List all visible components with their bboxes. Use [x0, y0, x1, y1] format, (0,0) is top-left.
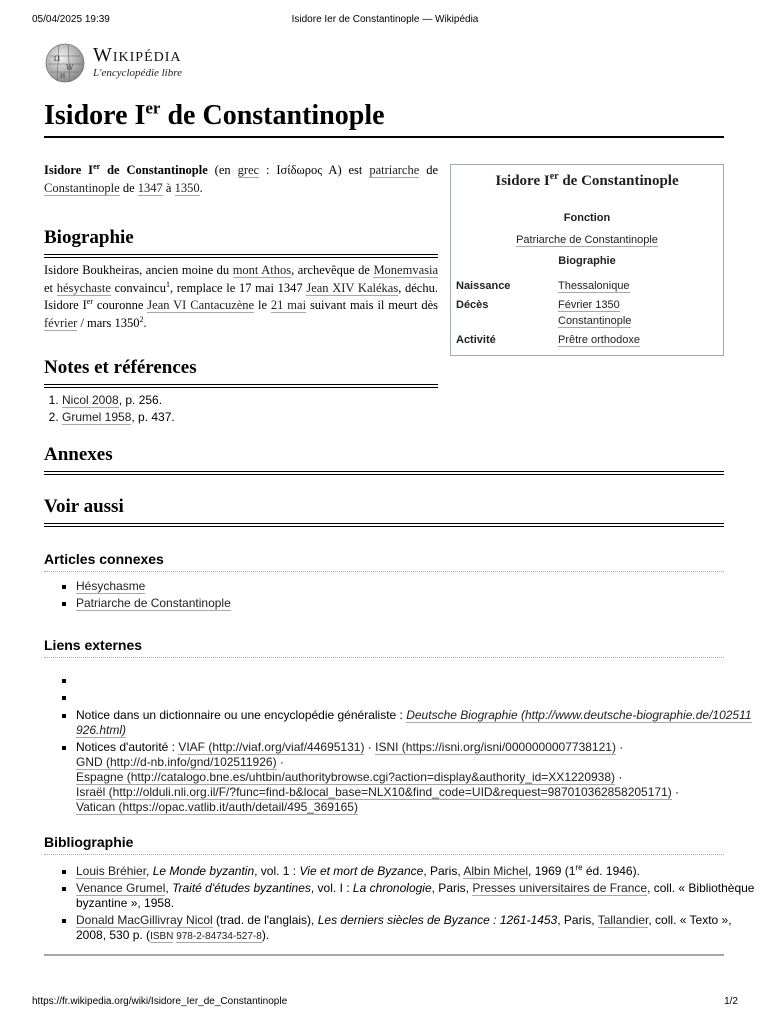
link-deutsche-biographie[interactable]: Deutsche Biographie (http://www.deutsche-biographie.de/102511926.html)	[76, 708, 752, 737]
infobox-naissance-label: Naissance	[456, 280, 511, 292]
infobox-deces-date-link[interactable]: Février 1350	[558, 299, 620, 311]
svg-text:Ω: Ω	[54, 55, 60, 63]
print-page-title: Isidore Ier de Constantinople — Wikipédia	[291, 14, 479, 25]
link-author[interactable]: Louis Bréhier	[76, 864, 147, 878]
infobox-section-fonction: Fonction	[563, 212, 611, 224]
infobox-naissance-link[interactable]: Thessalonique	[558, 280, 630, 292]
print-footer	[32, 996, 738, 1010]
wikipedia-wordmark: Wikipédia	[93, 44, 182, 66]
infobox-section-biographie: Biographie	[558, 255, 616, 267]
svg-text:И: И	[60, 73, 66, 80]
content-bottom-rule	[44, 954, 724, 956]
lead-paragraph: Isidore Ier de Constantinople (en grec : Ισίδωρος Α) est patriarche de Constantinople de 1347 à 1350.	[44, 161, 438, 195]
list-item	[76, 578, 756, 595]
link-hesychasme[interactable]: Hésychasme	[76, 579, 146, 593]
ref-1[interactable]: 1	[165, 279, 170, 289]
note-item: 1. Nicol 2008, p. 256.	[62, 392, 456, 409]
link-hesychaste[interactable]: hésychaste	[56, 280, 111, 295]
infobox-deces-place-link[interactable]: Constantinople	[558, 315, 632, 327]
heading-biographie: Biographie	[44, 226, 438, 258]
heading-notes-references: Notes et références	[44, 356, 438, 388]
infobox-activite-link[interactable]: Prêtre orthodoxe	[558, 334, 640, 346]
page-title: Isidore Ier de Constantinople	[44, 96, 724, 138]
link-21-mai[interactable]: 21 mai	[270, 298, 307, 312]
link-israel[interactable]: Israël (http://olduli.nli.org.il/F/?func=find-b&local_base=NLX10&find_code=UID&request=987010362858205171)	[76, 785, 672, 799]
infobox-title: Isidore Ier de Constantinople	[495, 171, 679, 189]
link-publisher[interactable]: Presses universitaires de France	[472, 881, 648, 895]
bibliographie-list	[44, 864, 756, 944]
link-isni[interactable]: ISNI (https://isni.org/isni/0000000007738121)	[375, 740, 616, 754]
list-item-empty	[76, 689, 756, 706]
link-isbn-label[interactable]: ISBN	[150, 931, 174, 942]
lead-subject: Isidore Ier de Constantinople	[44, 161, 208, 177]
print-datetime: 05/04/2025 19:39	[32, 14, 110, 25]
list-item-autorite: ▪ Notices d'autorité : VIAF (http://viaf.org/viaf/44695131) · ISNI (https://isni.org/isni/0000000007738121) · GND (http://d-nb.info/gnd/102511926) · Espagne (http://catalogo.bne.es/uhtbin/authoritybrowse.cgi?action=display&authority_id=XX1220938) · Israël (http://olduli.nli.org.il/F/?func=find-b&local_base=NLX10&find_code=UID&request=987010362858205171) · Vatican (https://opac.vatlib.it/auth/detail/495_369165)	[76, 740, 756, 815]
link-jean-vi[interactable]: Jean VI Cantacuzène	[147, 298, 255, 312]
articles-connexes-list	[44, 578, 756, 612]
notes-list	[44, 392, 456, 426]
print-header	[32, 14, 738, 28]
svg-text:W: W	[66, 64, 74, 72]
link-year-1347[interactable]: 1347	[137, 181, 163, 195]
print-url: https://fr.wikipedia.org/wiki/Isidore_Ier_de_Constantinople	[32, 996, 288, 1007]
biographie-paragraph: Isidore Boukheiras, ancien moine du mont Athos, archevêque de Monemvasia et hésychaste convaincu$^1$, remplace le 17 mai 1347 Jean XIV Kalékas, déchu. Isidore Ier couronne Jean VI Cantacuzène le 21 mai suivant mais il meurt dès février / mars 1350$^2$.	[44, 263, 439, 330]
heading-annexes: Annexes	[44, 443, 724, 475]
link-fevrier[interactable]: février	[44, 315, 78, 330]
wikipedia-tagline: L'encyclopédie libre	[93, 67, 182, 79]
ref-2[interactable]: 2	[139, 314, 144, 324]
link-gnd[interactable]: GND (http://d-nb.info/gnd/102511926)	[76, 755, 277, 769]
heading-bibliographie: Bibliographie	[44, 832, 724, 855]
link-patriarche[interactable]: patriarche	[369, 163, 420, 177]
link-viaf[interactable]: VIAF (http://viaf.org/viaf/44695131)	[178, 740, 365, 754]
infobox-deces-label: Décès	[456, 299, 489, 311]
infobox-activite-label: Activité	[456, 334, 496, 346]
link-patriarche-constantinople[interactable]: Patriarche de Constantinople	[76, 596, 231, 610]
heading-voir-aussi: Voir aussi	[44, 495, 724, 527]
list-item-notice: ▪ Notice dans un dictionnaire ou une encyclopédie généraliste : Deutsche Biographie (http://www.deutsche-biographie.de/102511926.html)	[76, 708, 756, 738]
puzzle-globe-icon	[44, 42, 86, 84]
wikipedia-logo[interactable]	[44, 42, 244, 86]
heading-articles-connexes: Articles connexes	[44, 549, 724, 572]
link-author[interactable]: Venance Grumel	[76, 881, 166, 895]
biblio-item: ▪ Venance Grumel, Traité d'études byzantines, vol. I : La chronologie, Paris, Presses universitaires de France, coll. « Bibliothèque byzantine », 1958.	[76, 881, 756, 911]
note-item: 2. Grumel 1958, p. 437.	[62, 409, 456, 426]
link-jean-xiv[interactable]: Jean XIV Kalékas	[306, 280, 399, 295]
link-monemvasia[interactable]: Monemvasia	[373, 263, 439, 277]
link-year-1350[interactable]: 1350	[174, 181, 200, 195]
print-page-number: 1/2	[724, 996, 738, 1007]
link-isbn[interactable]: 978-2-84734-527-8	[176, 931, 262, 942]
infobox	[450, 164, 724, 356]
link-grec[interactable]: grec	[237, 163, 260, 177]
biblio-item: ▪ Donald MacGillivray Nicol (trad. de l'anglais), Les derniers siècles de Byzance : 1261-1453, Paris, Tallandier, coll. « Texto », 2008, 530 p. (ISBN 978-2-84734-527-8).	[76, 913, 756, 944]
list-item-empty	[76, 672, 756, 689]
heading-liens-externes: Liens externes	[44, 635, 724, 658]
link-mont-athos[interactable]: mont Athos	[232, 263, 292, 277]
link-publisher[interactable]: Tallandier	[597, 913, 649, 927]
infobox-fonction-link[interactable]: Patriarche de Constantinople	[516, 234, 658, 246]
link-author[interactable]: Donald MacGillivray Nicol	[76, 913, 213, 927]
link-espagne[interactable]: Espagne (http://catalogo.bne.es/uhtbin/authoritybrowse.cgi?action=display&authority_id=XX1220938)	[76, 770, 616, 784]
link-vatican[interactable]: Vatican (https://opac.vatlib.it/auth/detail/495_369165)	[76, 800, 358, 814]
note-link[interactable]: Grumel 1958	[62, 410, 132, 424]
biblio-item: ▪ Louis Bréhier, Le Monde byzantin, vol. 1 : Vie et mort de Byzance, Paris, Albin Michel, 1969 (1re éd. 1946).	[76, 864, 756, 879]
link-constantinople[interactable]: Constantinople	[44, 181, 120, 195]
link-publisher[interactable]: Albin Michel	[463, 864, 529, 878]
note-link[interactable]: Nicol 2008	[62, 393, 119, 407]
list-item	[76, 595, 756, 612]
liens-externes-list	[44, 672, 756, 815]
